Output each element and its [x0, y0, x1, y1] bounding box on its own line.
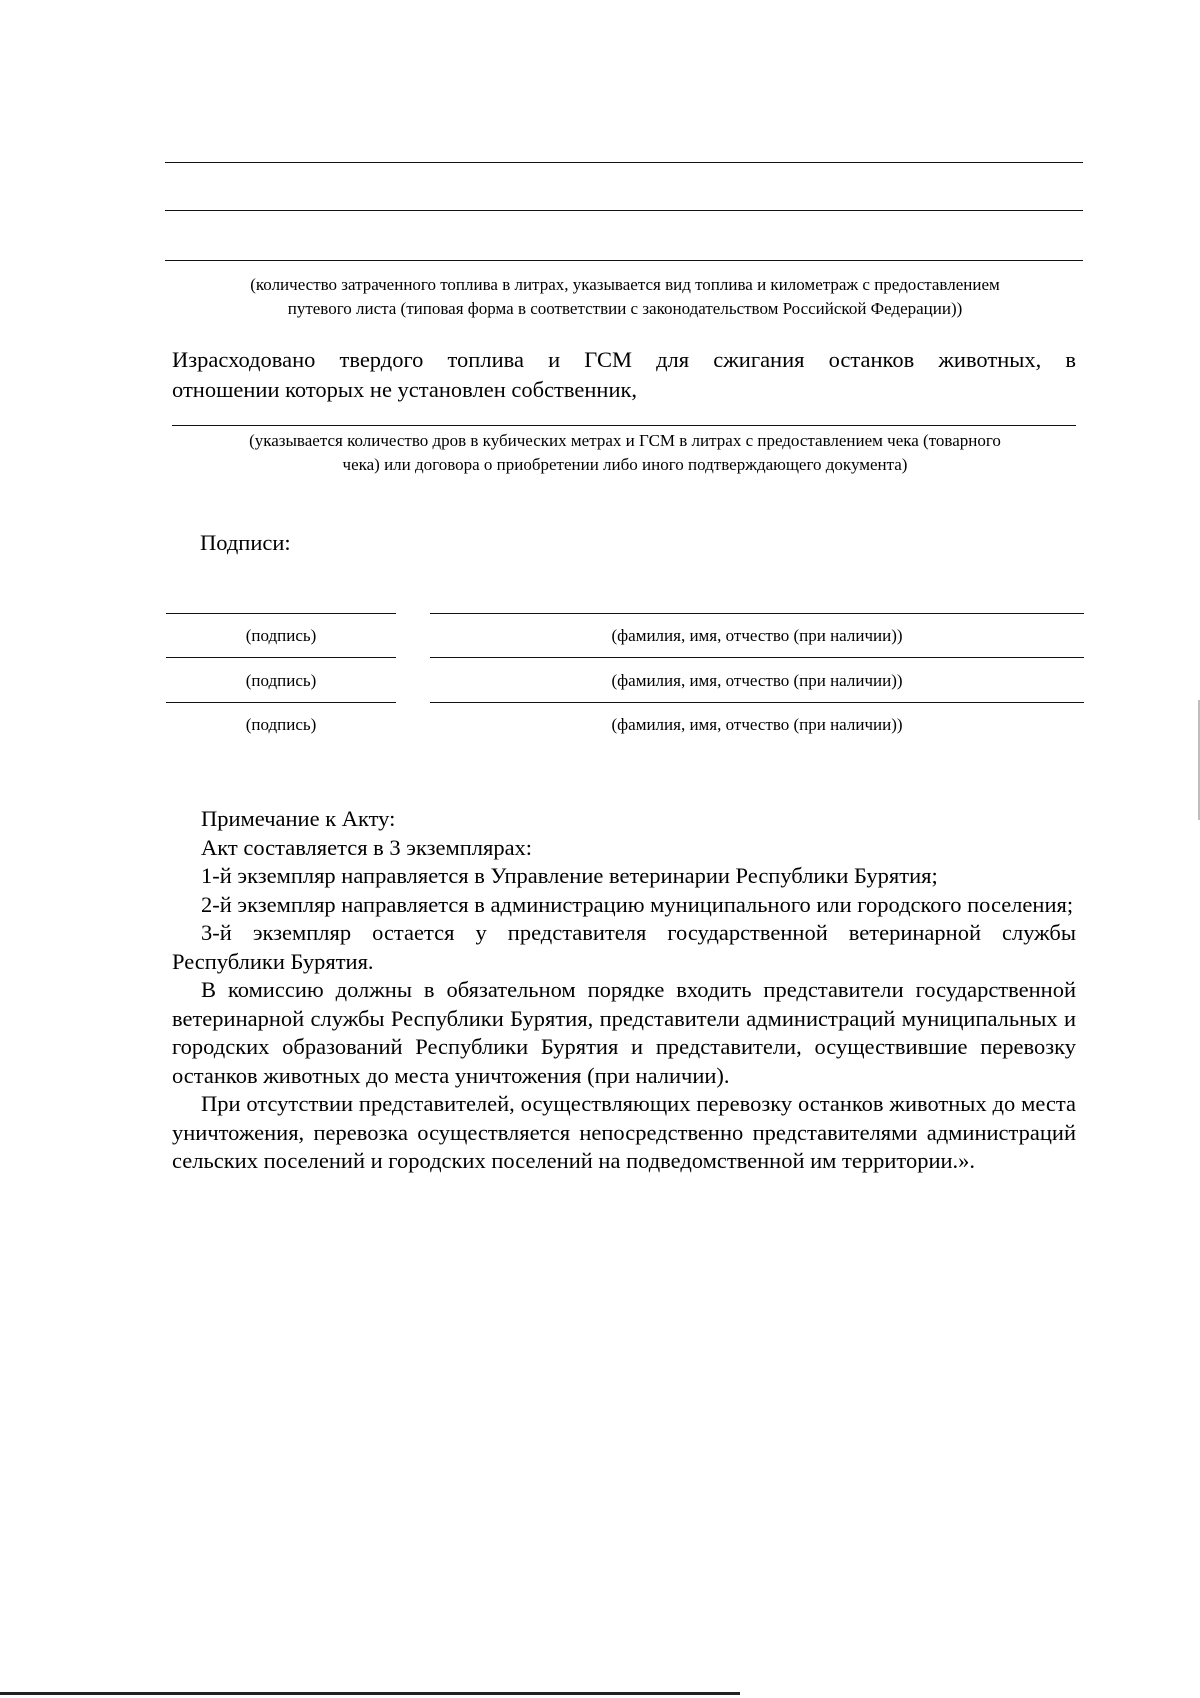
fuel-blank-line-2 — [165, 210, 1083, 211]
fuel-blank-line-1 — [165, 162, 1083, 163]
name-label-3: (фамилия, имя, отчество (при наличии)) — [611, 715, 903, 734]
notes-commission: В комиссию должны в обязательном порядке входить представители государственной ветеринарной службы Республики Бурятия, представители администраций муниципальных и городских образований Республики Бурятия и представители, осуществившие перевозку останков животных до места уничтожения (при наличии). — [172, 977, 1076, 1088]
notes-copy-1: 1-й экземпляр направляется в Управление ветеринарии Республики Бурятия; — [201, 863, 938, 888]
burn-text — [172, 345, 1076, 405]
notes-section — [172, 805, 1076, 1176]
notes-copy-3: 3-й экземпляр остается у представителя государственной ветеринарной службы Республики Бурятия. — [172, 920, 1076, 974]
notes-transport: При отсутствии представителей, осуществляющих перевозку останков животных до места уничтожения, перевозка осуществляется непосредственно представителями администраций сельских поселений и городских поселений на подведомственной им территории.». — [172, 1091, 1076, 1173]
fuel-hint-line-2: путевого листа (типовая форма в соответствии с законодательством Российской Федерации)) — [287, 299, 963, 318]
fuel-hint — [150, 273, 1100, 321]
notes-title: Примечание к Акту: — [201, 806, 396, 831]
burn-hint-line-1: (указывается количество дров в кубических метрах и ГСМ в литрах с предоставлением чека (товарного — [249, 431, 1001, 450]
signature-line-2 — [166, 657, 396, 658]
signature-line-1 — [166, 613, 396, 614]
fuel-blank-line-3 — [165, 260, 1083, 261]
notes-copies-intro: Акт составляется в 3 экземплярах: — [201, 834, 533, 860]
burn-text-line-1: Израсходовано твердого топлива и ГСМ для сжигания останков животных, в — [172, 347, 1076, 372]
burn-hint — [150, 429, 1100, 477]
signature-label-1: (подпись) — [245, 626, 317, 645]
name-line-3 — [430, 702, 1084, 703]
signatures-title: Подписи: — [200, 530, 291, 555]
burn-hint-line-2: чека) или договора о приобретении либо иного подтверждающего документа) — [342, 455, 908, 474]
signature-line-3 — [166, 702, 396, 703]
signature-label-2: (подпись) — [245, 671, 317, 690]
name-label-2: (фамилия, имя, отчество (при наличии)) — [611, 671, 903, 690]
burn-text-line-2: отношении которых не установлен собственник, — [172, 377, 638, 402]
burn-blank-line — [172, 425, 1076, 426]
fuel-hint-line-1: (количество затраченного топлива в литрах, указывается вид топлива и километраж с предоставлением — [250, 275, 1000, 294]
name-line-2 — [430, 657, 1084, 658]
scan-bottom-edge — [0, 1692, 740, 1695]
signature-label-3: (подпись) — [245, 715, 317, 734]
name-line-1 — [430, 613, 1084, 614]
notes-copy-2: 2-й экземпляр направляется в администрацию муниципального или городского поселения; — [201, 891, 1074, 917]
name-label-1: (фамилия, имя, отчество (при наличии)) — [611, 626, 903, 645]
